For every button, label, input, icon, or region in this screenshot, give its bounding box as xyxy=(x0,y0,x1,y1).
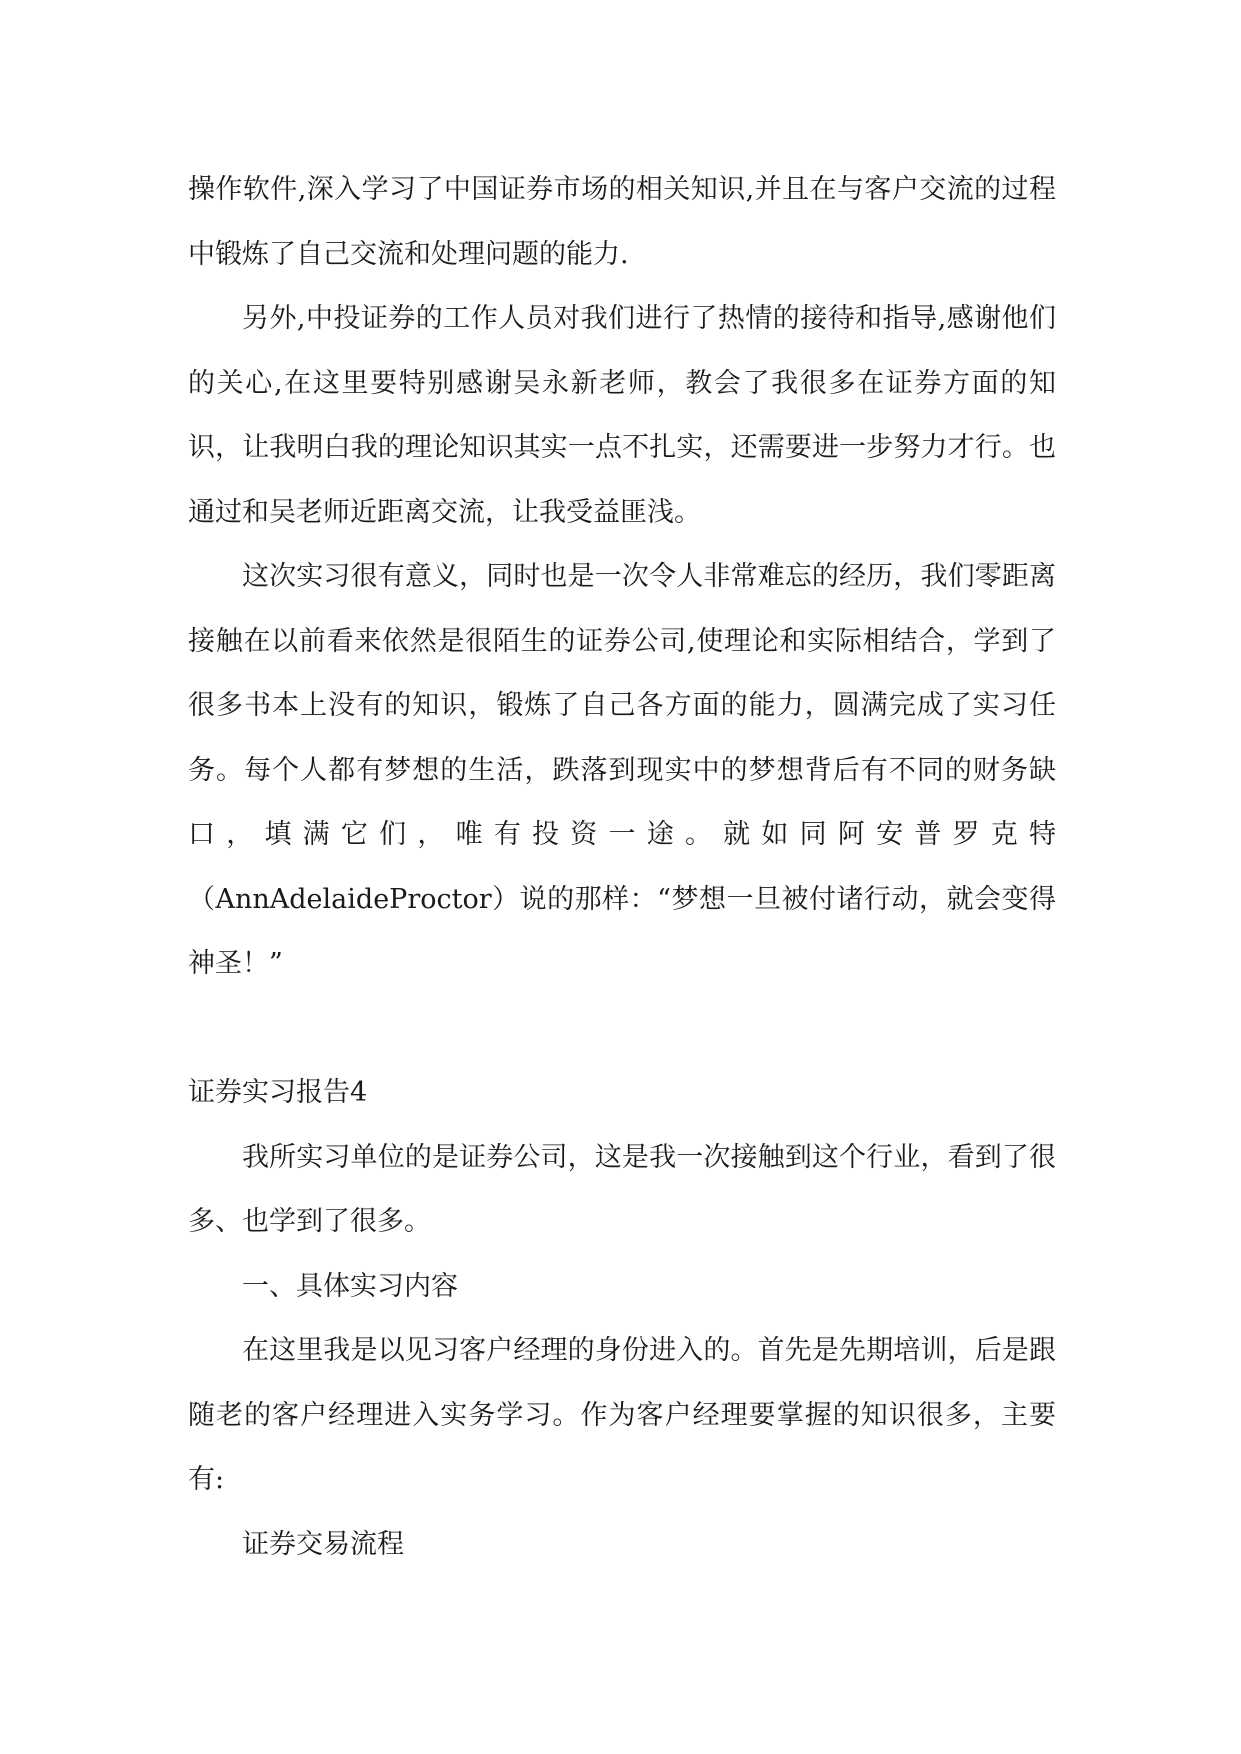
paragraph-role: 在这里我是以见习客户经理的身份进入的。首先是先期培训，后是跟随老的客户经理进入实务学习。作为客户经理要掌握的知识很多，主要有: xyxy=(188,1335,1056,1495)
list-item-trading-process: 证券交易流程 xyxy=(242,1528,404,1560)
document-page xyxy=(188,158,1056,1577)
subheading-content: 一、具体实习内容 xyxy=(242,1270,458,1302)
paragraph-continuation: 操作软件,深入学习了中国证券市场的相关知识,并且在与客户交流的过程中锻炼了自己交流和处理问题的能力. xyxy=(188,174,1056,270)
paragraph-thanks: 另外,中投证券的工作人员对我们进行了热情的接待和指导,感谢他们的关心,在这里要特别感谢吴永新老师，教会了我很多在证券方面的知识，让我明白我的理论知识其实一点不扎实，还需要进一步努力才行。也通过和吴老师近距离交流，让我受益匪浅。 xyxy=(188,303,1056,528)
paragraph-reflection: 这次实习很有意义，同时也是一次令人非常难忘的经历，我们零距离接触在以前看来依然是很陌生的证券公司,使理论和实际相结合，学到了很多书本上没有的知识，锻炼了自己各方面的能力，圆满完成了实习任务。每个人都有梦想的生活，跌落到现实中的梦想背后有不同的财务缺口，填满它们，唯有投资一途。就如同阿安普罗克特（AnnAdelaideProctor）说的那样：“梦想一旦被付诸行动，就会变得神圣！” xyxy=(188,561,1056,979)
paragraph-intro: 我所实习单位的是证券公司，这是我一次接触到这个行业，看到了很多、也学到了很多。 xyxy=(188,1141,1056,1237)
section-spacer xyxy=(188,997,1056,1062)
section-heading: 证券实习报告4 xyxy=(188,1077,368,1108)
